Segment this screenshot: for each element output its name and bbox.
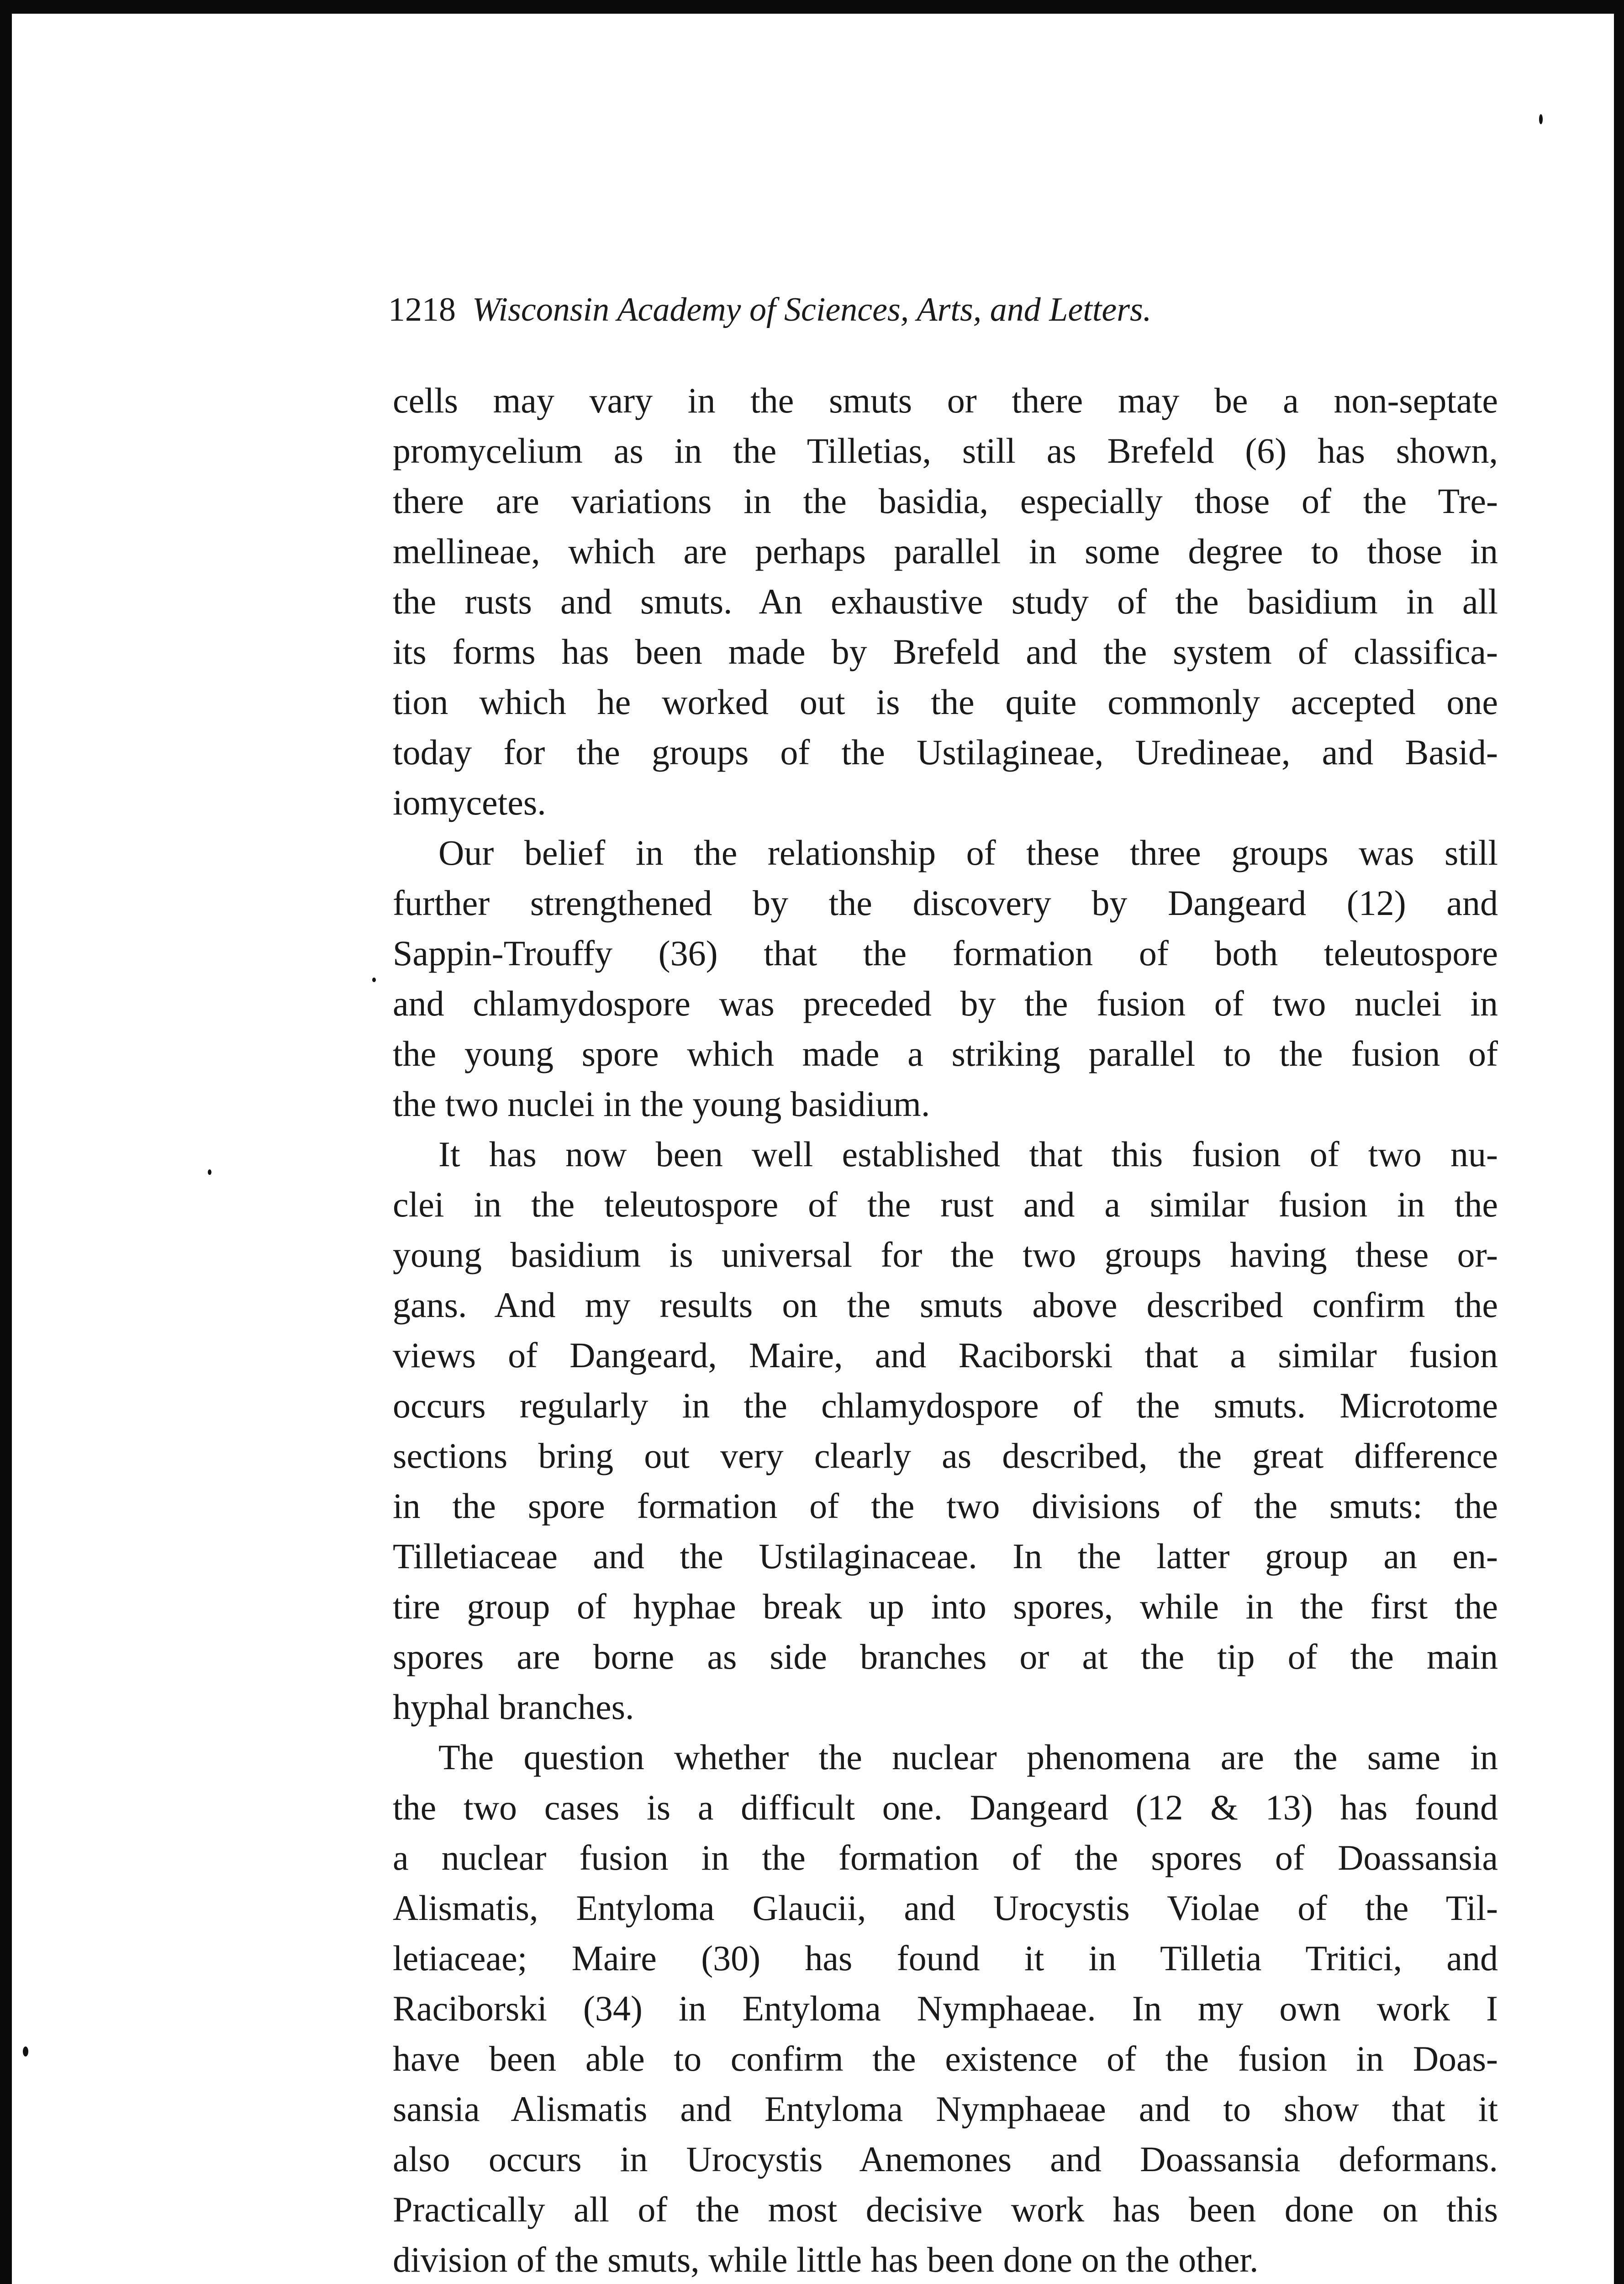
text-line: young basidium is universal for the two groups having these or- bbox=[393, 1235, 1498, 1274]
text-line: have been able to confirm the existence of the fusion in Doas- bbox=[393, 2039, 1498, 2078]
text-line: mellineae, which are perhaps parallel in some degree to those in bbox=[393, 531, 1498, 571]
text-line: tire group of hyphae break up into spores, while in the first the bbox=[393, 1586, 1498, 1626]
text-line: iomycetes. bbox=[393, 782, 546, 822]
text-line: sections bring out very clearly as described, the great difference bbox=[393, 1436, 1498, 1475]
text-line: gans. And my results on the smuts above described confirm the bbox=[393, 1285, 1498, 1325]
text-line: its forms has been made by Brefeld and the system of classifica- bbox=[393, 632, 1498, 671]
text-line: Tilletiaceae and the Ustilaginaceae. In the latter group an en- bbox=[393, 1536, 1498, 1576]
page-header bbox=[388, 287, 1416, 333]
text-line: and chlamydospore was preceded by the fusion of two nuclei in bbox=[393, 983, 1498, 1023]
text-line: The question whether the nuclear phenomena are the same in bbox=[438, 1737, 1498, 1777]
text-line: Raciborski (34) in Entyloma Nymphaeae. In my own work I bbox=[393, 1988, 1498, 2028]
text-line: also occurs in Urocystis Anemones and Doassansia deformans. bbox=[393, 2139, 1498, 2179]
text-line: letiaceae; Maire (30) has found it in Tilletia Tritici, and bbox=[393, 1938, 1498, 1978]
text-line: the young spore which made a striking parallel to the fusion of bbox=[393, 1034, 1498, 1073]
text-line: spores are borne as side branches or at the tip of the main bbox=[393, 1637, 1498, 1676]
text-line: Sappin-Trouffy (36) that the formation of both teleutospore bbox=[393, 933, 1498, 973]
text-line: further strengthened by the discovery by Dangeard (12) and bbox=[393, 883, 1498, 923]
scan-speck bbox=[23, 2046, 28, 2057]
page-number: 1218 bbox=[388, 291, 456, 328]
text-line: the two nuclei in the young basidium. bbox=[393, 1084, 930, 1124]
text-line: Alismatis, Entyloma Glaucii, and Urocystis Violae of the Til- bbox=[393, 1888, 1498, 1928]
paragraph bbox=[393, 1732, 1498, 2284]
scan-speck bbox=[372, 978, 376, 982]
scan-speck bbox=[1539, 114, 1543, 124]
text-line: in the spore formation of the two divisions of the smuts: the bbox=[393, 1486, 1498, 1526]
paragraph bbox=[393, 1129, 1498, 1732]
paragraph bbox=[393, 375, 1498, 828]
text-line: sansia Alismatis and Entyloma Nymphaeae and to show that it bbox=[393, 2089, 1498, 2129]
paragraph bbox=[393, 828, 1498, 1129]
scan-speck bbox=[208, 1169, 211, 1175]
text-line: the rusts and smuts. An exhaustive study of the basidium in all bbox=[393, 582, 1498, 621]
text-line: Our belief in the relationship of these three groups was still bbox=[438, 833, 1498, 872]
text-line: It has now been well established that this fusion of two nu- bbox=[438, 1134, 1498, 1174]
text-line: division of the smuts, while little has been done on the other. bbox=[393, 2240, 1259, 2279]
body-text bbox=[393, 375, 1498, 2284]
text-line: Practically all of the most decisive work has been done on this bbox=[393, 2189, 1498, 2229]
text-line: today for the groups of the Ustilagineae, Uredineae, and Basid- bbox=[393, 732, 1498, 772]
running-title: Wisconsin Academy of Sciences, Arts, and Letters. bbox=[472, 291, 1152, 328]
text-line: hyphal branches. bbox=[393, 1687, 634, 1727]
text-line: occurs regularly in the chlamydospore of the smuts. Microtome bbox=[393, 1385, 1498, 1425]
text-line: cells may vary in the smuts or there may be a non-septate bbox=[393, 381, 1498, 420]
text-line: the two cases is a difficult one. Dangeard (12 & 13) has found bbox=[393, 1787, 1498, 1827]
text-line: clei in the teleutospore of the rust and a similar fusion in the bbox=[393, 1184, 1498, 1224]
text-line: tion which he worked out is the quite commonly accepted one bbox=[393, 682, 1498, 722]
text-line: views of Dangeard, Maire, and Raciborski that a similar fusion bbox=[393, 1335, 1498, 1375]
text-line: promycelium as in the Tilletias, still as Brefeld (6) has shown, bbox=[393, 431, 1498, 471]
text-line: there are variations in the basidia, especially those of the Tre- bbox=[393, 481, 1498, 521]
text-line: a nuclear fusion in the formation of the spores of Doassansia bbox=[393, 1838, 1498, 1877]
